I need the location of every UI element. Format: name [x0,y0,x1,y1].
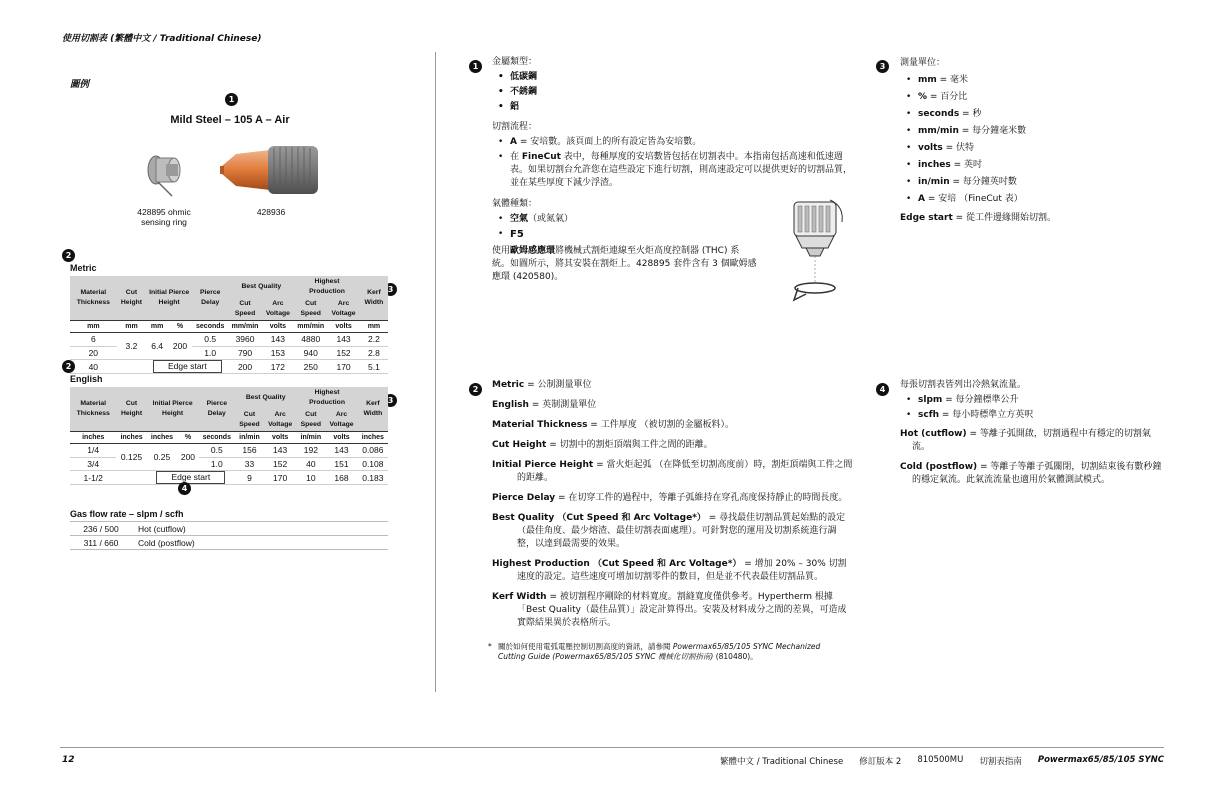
list-item: • F5 [498,228,757,242]
english-table-title: English [70,374,103,384]
list-item: • % = 百分比 [906,90,1160,105]
callout-marker-4-table: 4 [178,482,191,495]
torch-ohmic-ring-illustration [782,196,852,311]
list-item: • 空氣（或氮氣） [498,213,757,226]
list-item: • A = 安培 （FineCut 表） [906,192,1160,207]
part-label-cap: 428936 [256,207,286,217]
product-title: Mild Steel – 105 A – Air [170,114,290,126]
list-item: • in/min = 每分鐘英吋數 [906,175,1160,190]
footer-info [720,755,1164,767]
ohmic-ring-illustration [144,146,194,201]
edge-start-label: Edge start [156,471,225,484]
list-item: • scfh = 每小時標準立方英呎 [906,409,1166,422]
section-label: 圖例 [70,79,90,90]
table-row: 1/4 0.125 0.25 200 0.5 156 143 192 143 0.086 [70,444,388,458]
gas-flow-definitions-section: 每張切割表皆列出冷熱氣流量。 • slpm = 每分鐘標準公升 • scfh = 每小時標準立方英呎 Hot (cutflow) = 等離子弧開啟，切割過程中有穩定的切割氣流。 Cold (postflow) = 等離子等離子弧關閉，切割結束後有數秒鐘的穩定氣流。此氣流流量也適用於氣體測試模式。 [900,379,1166,494]
callout-marker-3-text: 3 [876,60,889,73]
table-row: 6 3.2 6.4 200 0.5 3960 143 4880 143 2.2 [70,333,388,347]
list-item: • slpm = 每分鐘標準公升 [906,394,1166,407]
footer-language: 繁體中文 / Traditional Chinese [720,757,844,767]
footer-product: Powermax65/85/105 SYNC [1037,755,1164,765]
callout-marker-3-english: 3 [384,394,397,407]
footer-revision: 修訂版本 2 [859,757,902,767]
footer-doc-number: 810500MU [917,755,964,765]
list-item: • 不銹鋼 [498,86,852,99]
table-row: 3/4 1.0 33 152 40 151 0.108 [70,457,388,471]
footnote: * 關於如何使用電弧電壓控制切割高度的資訊，請參閱 Powermax65/85/105 SYNC Mechanized Cutting Guide (Powermax65/85/105 SYNC 機械化切割指南) (810480)。 [488,642,821,661]
list-item: • seconds = 秒 [906,107,1160,122]
list-item: • A = 安培數。該頁面上的所有設定皆為安培數。 [498,136,852,149]
footer-rule [60,747,1164,748]
list-item: • 低碳鋼 [498,71,852,84]
footer-guide: 切割表指南 [979,757,1022,767]
english-cut-table: Material Thickness Cut Height Initial Pierce Height Pierce Delay Best Quality Highest Production Kerf Width Cut Speed Arc Voltage Cut Speed Arc Voltage inches inches inches % seconds in/min volts in/min volts inches 1/4 0.125 0.25 200 0.5 156 143 192 143 0.086 3/4 1.0 33 152 40 151 0.108 1-1/2 Edge start 9 170 10 168 0.183 [70,387,388,485]
table-row: 40 Edge start 200 172 250 170 5.1 [70,360,388,374]
list-item: • inches = 英吋 [906,158,1160,173]
part-label-ohmic: 428895 ohmic sensing ring [137,207,191,227]
nozzle-retaining-cap-illustration [218,142,322,201]
table-row: 311 / 660 Cold (postflow) [70,536,388,550]
callout-marker-4-text: 4 [876,383,889,396]
list-item: • mm = 毫米 [906,73,1160,88]
list-item: • 在 FineCut 表中，每種厚度的安培數皆包括在切割表中。本指南包括高速和低速週表。如果切割台允許您在這些設定下進行切割，則高速設定可以提供更好的切割品質，並在某些厚度下減少浮渣。 [498,151,852,190]
page-header-title: 使用切割表 (繁體中文 / Traditional Chinese) [62,34,262,44]
callout-marker-1-text: 1 [469,60,482,73]
units-of-measure-section: 測量單位： • mm = 毫米 • % = 百分比 • seconds = 秒 • mm/min = 每分鐘毫米數 • volts = 伏特 • inches = 英吋 • in/min = 每分鐘英吋數 • A = 安培 （FineCut 表） Edge start = 從工件邊緣開始切割。 [900,56,1160,226]
metal-process-gas-section: 金屬類型： • 低碳鋼 • 不銹鋼 • 鋁 切割流程： • A = 安培數。該頁面上的所有設定皆為安培數。 • 在 FineCut 表中，每種厚度的安培數皆包括在切割表中。本指南包括高速和低速週表。如果切割台允許您在這些設定下進行切割，則高速設定可以提供更好的切割品質，並在某些厚度下減少浮渣。 氣體種類： • 空氣（或氮氣） • F5 使用歐姆感應環將機械式割炬連線至火炬高度控制器 (THC) 系統。如圖所示，將其安裝在割炬上。428895 套件含有 3 個歐姆感應環 (420580)。 [492,56,852,284]
list-item: • 鋁 [498,101,852,114]
callout-marker-3-metric: 3 [384,283,397,296]
callout-marker-1: 1 [225,93,238,106]
page-number: 12 [62,755,75,765]
metric-table-title: Metric [70,263,97,273]
list-item: • mm/min = 每分鐘毫米數 [906,124,1160,139]
list-item: • volts = 伏特 [906,141,1160,156]
table-row: 1-1/2 Edge start 9 170 10 168 0.183 [70,471,388,485]
callout-marker-2-english: 2 [62,360,75,373]
metric-cut-table: Material Thickness Cut Height Initial Pierce Height Pierce Delay Best Quality Highest Production Kerf Width Cut Speed Arc Voltage Cut Speed Arc Voltage mm mm mm % seconds mm/min volts mm/min volts mm 6 3.2 6.4 200 0.5 3960 143 4880 143 2.2 20 1.0 790 153 940 152 2.8 40 Edge start 200 172 250 170 5.1 [70,276,388,374]
callout-marker-2-text: 2 [469,383,482,396]
column-divider [435,52,436,692]
edge-start-label: Edge start [153,360,222,373]
table-row: 236 / 500 Hot (cutflow) [70,522,388,536]
table-row: 20 1.0 790 153 940 152 2.8 [70,346,388,360]
gas-flow-title: Gas flow rate – slpm / scfh [70,509,184,519]
gas-flow-table [70,521,388,550]
definitions-section: Metric = 公制測量單位 English = 英制測量單位 Material Thickness = 工件厚度 （被切割的金屬板料）。 Cut Height = 切割中的割炬頂端與工件之間的距離。 Initial Pierce Height = 當火炬起弧 （在降低至切割高度前）時，割炬頂端與工件之間的距離。 Pierce Delay = 在切穿工件的過程中，等離子弧維持在穿孔高度保持靜止的時間長度。 Best Quality （Cut Speed 和 Arc Voltage*） = 尋找最佳切割品質起始點的設定（最佳角度、最少熔渣、最佳切割表面處理）。可針對您的運用及切割系統進行調整，以達到最需要的效果。 Highest Production （Cut Speed 和 Arc Voltage*） = 增加 20% – 30% 切割速度的設定。這些速度可增加切割零件的數目，但是並不代表最佳切割品質。 Kerf Width = 被切割程序剛除的材料寬度。割縫寬度僅供參考。Hypertherm 根據「Best Quality（最佳品質）」設定計算得出。安裝及材料成分之間的差異，可造成實際結果異於表格所示。 [492,380,853,628]
callout-marker-2-metric: 2 [62,249,75,262]
